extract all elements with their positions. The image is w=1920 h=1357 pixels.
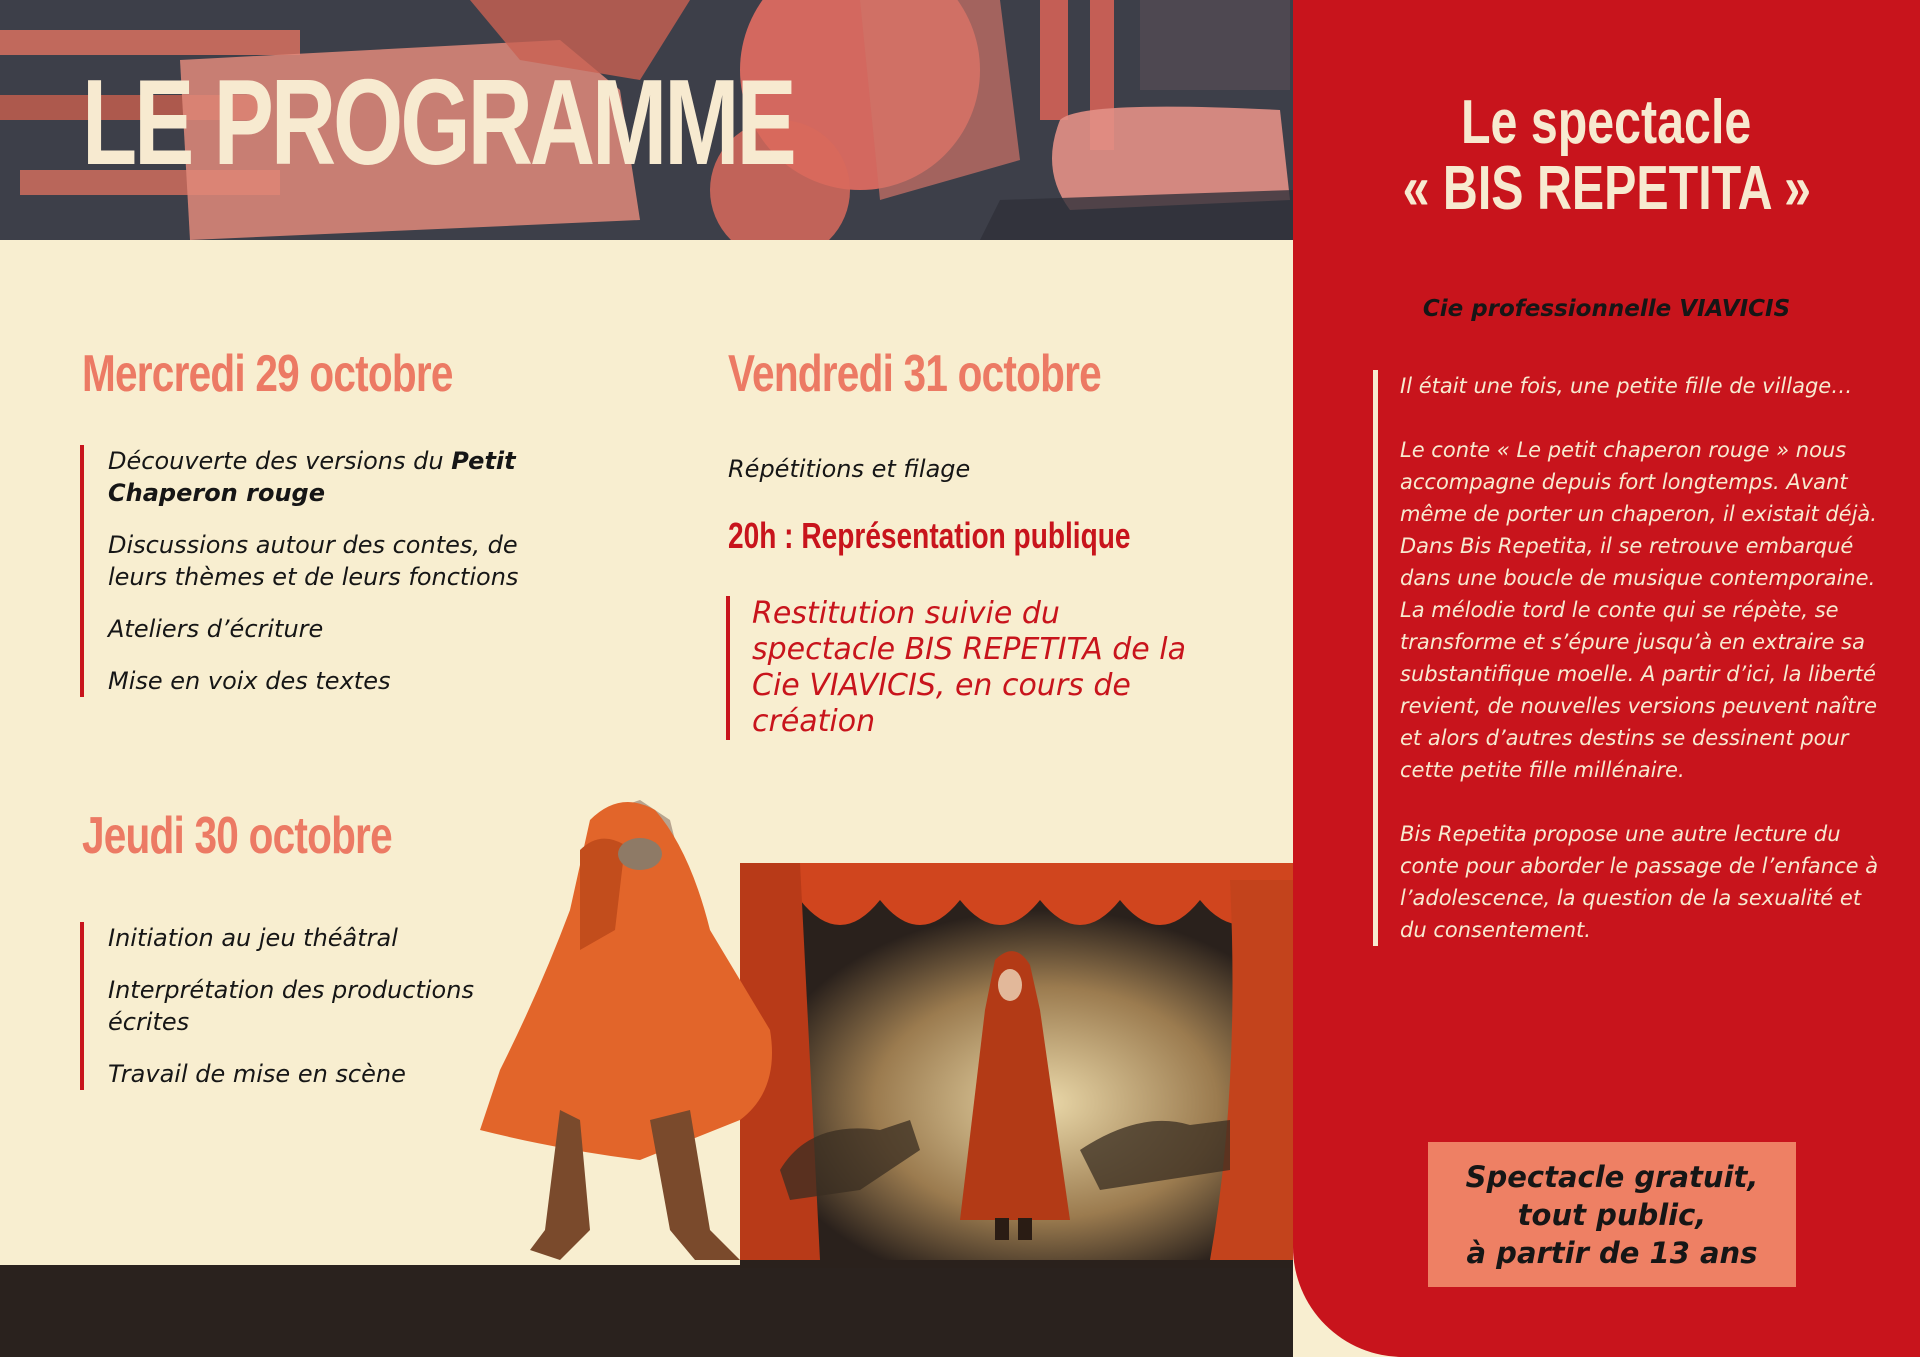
company-name: Cie professionnelle VIAVICIS (1422, 296, 1791, 322)
badge-line: à partir de 13 ans (1466, 1235, 1758, 1270)
show-description (1373, 370, 1890, 946)
description-paragraph: Le conte « Le petit chaperon rouge » nous accompagne depuis fort longtemps. Avant même de porter un chaperon, il existait déjà. Dans Bis Repetita, il se retrouve embarqué dans une boucle de musique contemporaine. La mélodie tord le conte qui se répète, se transforme et s’épure jusqu’à en extraire sa substantifique moelle. A partir d’ici, la liberté revient, de nouvelles versions peuvent naître et alors d’autres destins se dessinent pour cette petite fille millénaire. (1400, 438, 1878, 782)
list-wednesday (80, 445, 548, 697)
show-title (1293, 90, 1920, 222)
rehearsal-text: Répétitions et filage (728, 455, 971, 483)
description-paragraph: Bis Repetita propose une autre lecture du conte pour aborder le passage de l’enfance à l’adolescence, la question de la sexualité et du consentement. (1400, 822, 1879, 942)
list-item: Ateliers d’écriture (108, 615, 324, 643)
list-item: Travail de mise en scène (108, 1060, 406, 1088)
performance-time: 20h : Représentation publique (728, 515, 1131, 556)
show-title-line1: Le spectacle (1461, 88, 1752, 157)
list-item-text: Découverte des versions du (108, 447, 452, 475)
list-item (108, 445, 548, 509)
badge-line: tout public, (1517, 1197, 1707, 1232)
badge-line: Spectacle gratuit, (1465, 1159, 1759, 1194)
heading-thursday: Jeudi 30 octobre (82, 807, 392, 865)
page-title: LE PROGRAMME (82, 54, 794, 190)
list-item: Interprétation des productions écrites (108, 976, 474, 1036)
restitution-text: Restitution suivie du spectacle BIS REPETITA de la Cie VIAVICIS, en cours de création (726, 596, 1192, 740)
free-show-badge (1428, 1142, 1796, 1287)
list-item: Initiation au jeu théâtral (108, 924, 398, 952)
description-paragraph: Il était une fois, une petite fille de village… (1400, 374, 1853, 398)
list-item: Mise en voix des textes (108, 667, 391, 695)
heading-friday: Vendredi 31 octobre (728, 345, 1101, 403)
list-item: Discussions autour des contes, de leurs thèmes et de leurs fonctions (108, 531, 519, 591)
wolf-and-red-riding-hood-illustration (440, 790, 1293, 1290)
list-item-bold: Petit Chaperon rouge (108, 447, 516, 507)
header-banner (0, 0, 1293, 240)
heading-wednesday: Mercredi 29 octobre (82, 345, 453, 403)
show-title-line2: « BIS REPETITA » (1402, 154, 1811, 223)
